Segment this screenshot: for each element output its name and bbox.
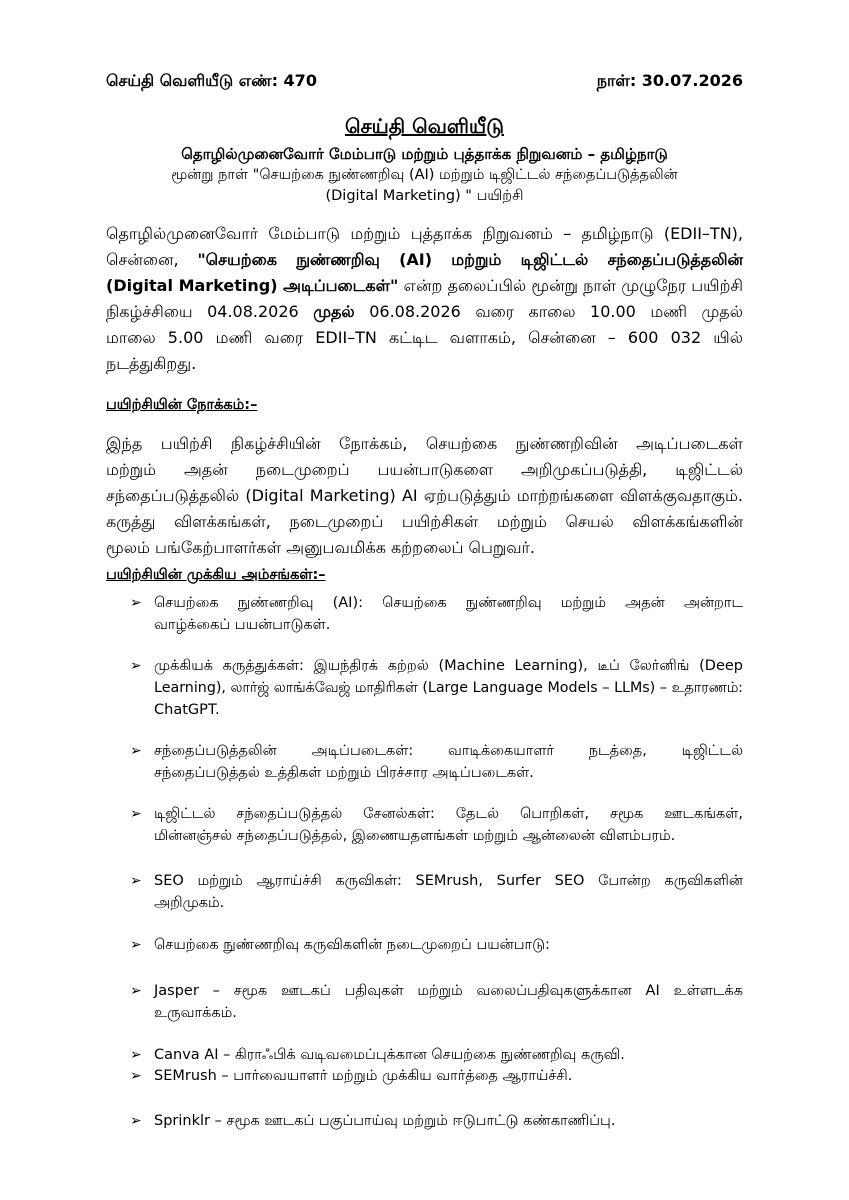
arrow-bullet-icon: ➢ <box>130 658 142 674</box>
intro-text: நிகழ்ச்சியை 04.08.2026 <box>106 302 314 321</box>
feature-item-line: ChatGPT. <box>154 702 220 718</box>
feature-item-line: மின்னஞ்சல் சந்தைப்படுத்தல், இணையதளங்கள் மற்றும் ஆன்லைன் விளம்பரம். <box>154 828 676 844</box>
objective-heading: பயிற்சியின் நோக்கம்:– <box>106 397 258 413</box>
feature-item-line: டிஜிட்டல் சந்தைப்படுத்தல் சேனல்கள்: தேடல் பொறிகள், சமூக ஊடகங்கள், <box>154 806 743 822</box>
objective-line: மற்றும் அதன் நடைமுறைப் பயன்பாடுகளை அறிமுகப்படுத்தி, டிஜிட்டல் <box>106 460 743 479</box>
intro-text: என்ற தலைப்பில் மூன்று நாள் முழுநேர பயிற்சி <box>398 276 743 295</box>
feature-item-line: SEMrush – பார்வையாளர் மற்றும் முக்கிய வார்த்தை ஆராய்ச்சி. <box>154 1068 573 1084</box>
arrow-bullet-icon: ➢ <box>130 937 142 953</box>
intro-line <box>106 273 743 299</box>
intro-line <box>106 299 743 325</box>
features-heading: பயிற்சியின் முக்கிய அம்சங்கள்:– <box>106 567 326 583</box>
intro-text: சென்னை, <box>106 250 198 269</box>
objective-line: இந்த பயிற்சி நிகழ்ச்சியின் நோக்கம், செயற்கை நுண்ணறிவின் அடிப்படைகள் <box>106 434 743 453</box>
intro-line: தொழில்முனைவோர் மேம்பாடு மற்றும் புத்தாக்க நிறுவனம் – தமிழ்நாடு (EDII–TN), <box>106 224 743 243</box>
arrow-bullet-icon: ➢ <box>130 983 142 999</box>
intro-line <box>106 247 743 273</box>
feature-item-line: வாழ்க்கைப் பயன்பாடுகள். <box>154 617 331 633</box>
objective-line: சந்தைப்படுத்தலில் (Digital Marketing) AI ஏற்படுத்தும் மாற்றங்களை விளக்குவதாகும். <box>106 486 743 505</box>
objective-line: கருத்து விளக்கங்கள், நடைமுறைப் பயிற்சிகள் மற்றும் செயல் விளக்கங்களின் <box>106 512 743 531</box>
feature-item-line: செயற்கை நுண்ணறிவு கருவிகளின் நடைமுறைப் பயன்பாடு: <box>154 937 550 953</box>
feature-item-line: Canva AI – கிராஃபிக் வடிவமைப்புக்கான செயற்கை நுண்ணறிவு கருவி. <box>154 1047 625 1063</box>
program-name-bold: "செயற்கை நுண்ணறிவு (AI) மற்றும் டிஜிட்டல் சந்தைப்படுத்தலின் <box>197 250 744 269</box>
arrow-bullet-icon: ➢ <box>130 595 142 611</box>
arrow-bullet-icon: ➢ <box>130 806 142 822</box>
feature-item-line: அறிமுகம். <box>154 895 225 911</box>
program-title-line-1: மூன்று நாள் "செயற்கை நுண்ணறிவு (AI) மற்றும் டிஜிட்டல் சந்தைப்படுத்தலின் <box>171 167 678 183</box>
feature-item-line: Sprinklr – சமூக ஊடகப் பகுப்பாய்வு மற்றும் ஈடுபாட்டு கண்காணிப்பு. <box>154 1113 616 1129</box>
intro-line: மாலை 5.00 மணி வரை EDII–TN கட்டிட வளாகம், சென்னை – 600 032 யில் <box>106 328 743 347</box>
release-number: செய்தி வெளியீடு எண்: 470 <box>106 71 317 90</box>
intro-line: நடத்துகிறது. <box>106 354 197 373</box>
feature-item-line: Jasper – சமூக ஊடகப் பதிவுகள் மற்றும் வலைப்பதிவுகளுக்கான AI உள்ளடக்க <box>154 983 743 999</box>
arrow-bullet-icon: ➢ <box>130 873 142 889</box>
arrow-bullet-icon: ➢ <box>130 1047 142 1063</box>
release-date: நாள்: 30.07.2026 <box>596 71 743 90</box>
feature-item-line: சந்தைப்படுத்தலின் அடிப்படைகள்: வாடிக்கையாளர் நடத்தை, டிஜிட்டல் <box>154 743 743 759</box>
program-title-line-2: (Digital Marketing) " பயிற்சி <box>325 188 524 204</box>
program-name-bold: (Digital Marketing) அடிப்படைகள்" <box>106 276 399 295</box>
feature-item-line: முக்கியக் கருத்துக்கள்: இயந்திரக் கற்றல் (Machine Learning), டீப் லேர்னிங் (Deep <box>154 658 743 674</box>
feature-item-line: சந்தைப்படுத்தல் உத்திகள் மற்றும் பிரச்சார அடிப்படைகள். <box>154 765 534 781</box>
arrow-bullet-icon: ➢ <box>130 1113 142 1129</box>
feature-item-line: SEO மற்றும் ஆராய்ச்சி கருவிகள்: SEMrush, Surfer SEO போன்ற கருவிகளின் <box>154 873 743 889</box>
objective-line: மூலம் பங்கேற்பாளர்கள் அனுபவமிக்க கற்றலைப் பெறுவர். <box>106 538 535 557</box>
arrow-bullet-icon: ➢ <box>130 743 142 759</box>
intro-bold-word: முதல் <box>313 302 355 321</box>
arrow-bullet-icon: ➢ <box>130 1068 142 1084</box>
intro-text: 06.08.2026 வரை காலை 10.00 மணி முதல் <box>354 302 744 321</box>
feature-item-line: Learning), லார்ஜ் லாங்க்வேஜ் மாதிரிகள் (Large Language Models – LLMs) – உதாரணம்: <box>154 680 743 696</box>
organization-line: தொழில்முனைவோர் மேம்பாடு மற்றும் புத்தாக்க நிறுவனம் – தமிழ்நாடு <box>181 145 668 163</box>
feature-item-line: செயற்கை நுண்ணறிவு (AI): செயற்கை நுண்ணறிவு மற்றும் அதன் அன்றாட <box>154 595 743 611</box>
feature-item-line: உருவாக்கம். <box>154 1005 237 1021</box>
page-title: செய்தி வெளியீடு <box>345 114 504 138</box>
